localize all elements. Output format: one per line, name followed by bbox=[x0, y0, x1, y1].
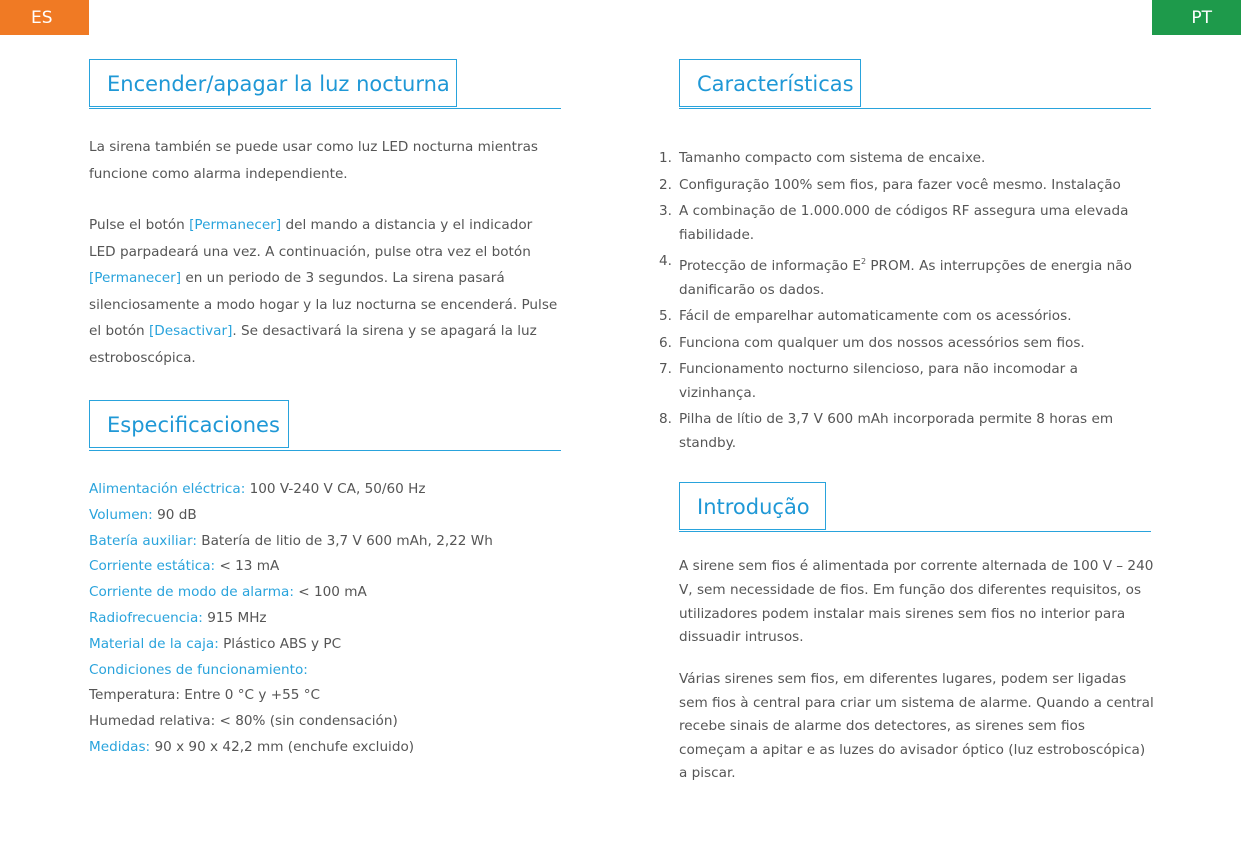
specs-heading-title: Especificaciones bbox=[89, 400, 289, 448]
night-light-intro: La sirena también se puede usar como luz LED nocturna mientras funcione como alarma independiente. bbox=[89, 139, 539, 182]
night-light-instructions: Pulse el botón [Permanecer] del mando a distancia y el indicador LED parpadeará una vez. A continuación, pulse otra vez el botón [Permanecer] en un periodo de 3 segundos. La sirena pasará silenciosamente a modo hogar y la luz nocturna se encenderá. Pulse el botón [Desactivar]. Se desactivará la sirena y se apagará la luz estroboscópica. bbox=[89, 217, 558, 366]
list-item: 8. Pilha de lítio de 3,7 V 600 mAh incorporada permite 8 horas em standby. bbox=[659, 411, 1114, 451]
list-item: 4. Protecção de informação $E^2$ PROM. As interrupções de energia não danificarão os dados. bbox=[659, 253, 1132, 298]
spec-row: Material de la caja: Plástico ABS y PC bbox=[89, 635, 342, 652]
spec-row: Corriente de modo de alarma: < 100 mA bbox=[89, 584, 367, 601]
list-item: 6. Funciona com qualquer um dos nossos acessórios sem fios. bbox=[659, 334, 1085, 351]
spec-row: Medidas: 90 x 90 x 42,2 mm (enchufe excluido) bbox=[89, 738, 415, 755]
features-heading-title: Características bbox=[679, 59, 861, 107]
spec-row: Batería auxiliar: Batería de litio de 3,7 V 600 mAh, 2,22 Wh bbox=[89, 532, 493, 549]
spec-row: Volumen: 90 dB bbox=[89, 506, 197, 523]
desactivar-button-ref: [Desactivar] bbox=[149, 323, 233, 339]
intro-heading-rule bbox=[679, 531, 1151, 532]
spec-row: Alimentación eléctrica: 100 V-240 V CA, 50/60 Hz bbox=[89, 481, 426, 497]
intro-paragraph-2: Várias sirenes sem fios, em diferentes lugares, podem ser ligadas sem fios à central para criar um sistema de alarme. Quando a central recebe sinais de alarme dos detectores, as sirenes sem fios começam a apitar e as luzes do avisador óptico (luz estroboscópica) a piscar. bbox=[679, 671, 1154, 781]
features-list bbox=[642, 147, 1162, 458]
permanecer-button-ref-2: [Permanecer] bbox=[89, 270, 182, 286]
language-tab-pt: PT bbox=[1152, 0, 1241, 35]
list-item: 2. Configuração 100% sem fios, para fazer você mesmo. Instalação bbox=[659, 176, 1121, 193]
intro-heading-title: Introdução bbox=[679, 482, 826, 530]
specs-list bbox=[89, 477, 493, 761]
list-item: 3. A combinação de 1.000.000 de códigos RF assegura uma elevada fiabilidade. bbox=[659, 203, 1129, 243]
spec-temperature: Temperatura: Entre 0 °C y +55 °C bbox=[89, 687, 321, 704]
list-item: 5. Fácil de emparelhar automaticamente com os acessórios. bbox=[659, 308, 1072, 324]
spec-row: Condiciones de funcionamiento: bbox=[89, 661, 308, 678]
language-tab-es: ES bbox=[0, 0, 89, 35]
permanecer-button-ref: [Permanecer] bbox=[189, 217, 282, 233]
spec-row: Corriente estática: < 13 mA bbox=[89, 558, 280, 575]
intro-paragraph-1: A sirene sem fios é alimentada por corrente alternada de 100 V – 240 V, sem necessidade de fios. Em função dos diferentes requisitos, os utilizadores podem instalar mais sirenes sem fios no interior para dissuadir intrusos. bbox=[679, 558, 1154, 646]
spec-row: Radiofrecuencia: 915 MHz bbox=[89, 609, 267, 626]
specs-heading-rule bbox=[89, 450, 561, 451]
night-light-heading-rule bbox=[89, 108, 561, 109]
night-light-heading-title: Encender/apagar la luz nocturna bbox=[89, 59, 457, 107]
list-item: 7. Funcionamento nocturno silencioso, para não incomodar a vizinhança. bbox=[659, 361, 1078, 401]
features-heading-rule bbox=[679, 108, 1151, 109]
list-item: 1. Tamanho compacto com sistema de encaixe. bbox=[659, 150, 986, 166]
spec-humidity: Humedad relativa: < 80% (sin condensación) bbox=[89, 713, 398, 730]
